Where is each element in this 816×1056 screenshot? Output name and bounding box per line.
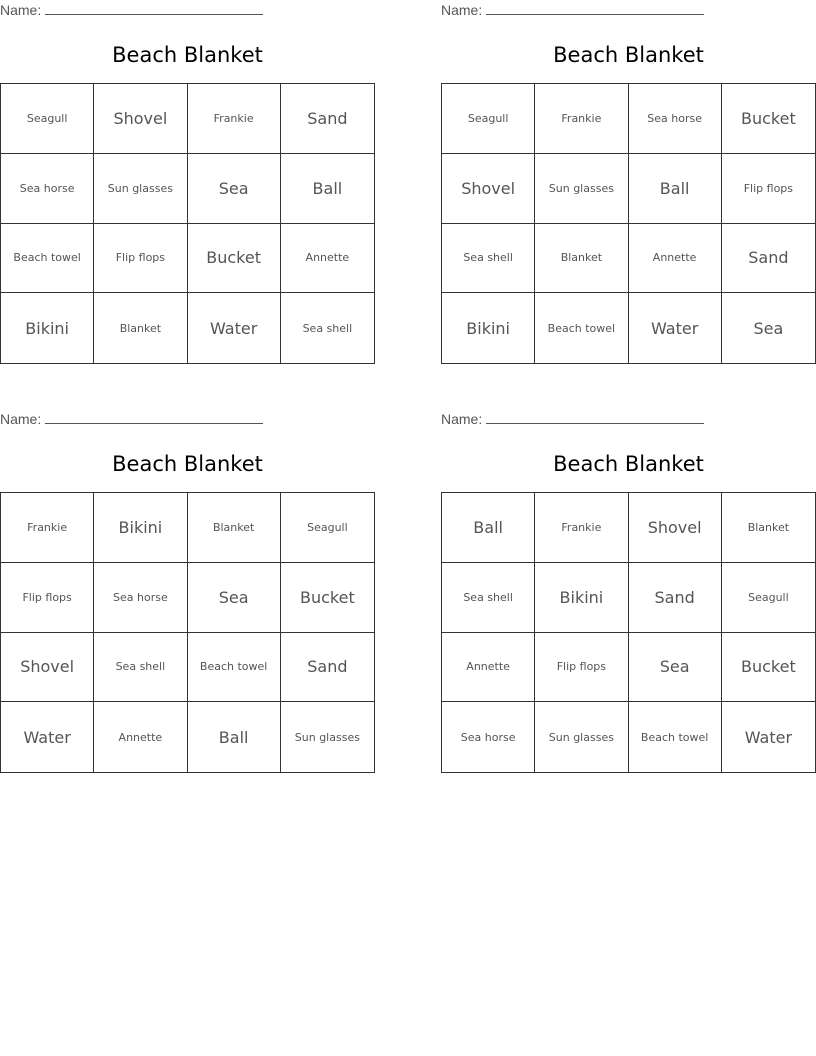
bingo-cell[interactable]: Beach towel — [535, 293, 628, 363]
bingo-cell[interactable]: Blanket — [94, 293, 187, 363]
bingo-cell[interactable]: Sand — [281, 633, 374, 703]
bingo-cell[interactable]: Sea shell — [302, 321, 353, 335]
bingo-cell[interactable]: Frankie — [1, 493, 94, 563]
card-title: Beach Blanket — [553, 452, 704, 476]
bingo-cell[interactable]: Bikini — [442, 293, 535, 363]
bingo-card-1 — [0, 0, 375, 365]
bingo-cell[interactable]: Frankie — [188, 84, 281, 154]
name-field[interactable] — [0, 411, 263, 427]
bingo-cell[interactable]: Annette — [94, 702, 187, 772]
bingo-cell[interactable]: Annette — [281, 224, 374, 294]
bingo-cell[interactable]: Sun glasses — [535, 154, 628, 224]
bingo-cell[interactable]: Flip flops — [535, 633, 628, 703]
bingo-cell[interactable]: Sea — [188, 563, 281, 633]
name-label: Name: — [441, 411, 483, 427]
bingo-grid — [441, 492, 816, 773]
bingo-cell[interactable]: Sea horse — [1, 154, 94, 224]
bingo-cell[interactable]: Bucket — [722, 633, 815, 703]
card-title: Beach Blanket — [112, 43, 263, 67]
bingo-cell[interactable]: Sea shell — [442, 224, 535, 294]
bingo-cell[interactable]: Frankie — [535, 493, 628, 563]
bingo-cell[interactable]: Seagull — [442, 84, 535, 154]
name-label: Name: — [0, 2, 42, 18]
bingo-cell[interactable]: Flip flops — [722, 154, 815, 224]
bingo-cell[interactable]: Bucket — [188, 224, 281, 294]
name-blank-line[interactable] — [45, 2, 263, 15]
bingo-cell[interactable]: Sun glasses — [535, 702, 628, 772]
bingo-cell[interactable]: Bikini — [1, 293, 94, 363]
bingo-card-4 — [441, 409, 816, 774]
bingo-cell[interactable]: Blanket — [535, 224, 628, 294]
name-blank-line[interactable] — [45, 411, 263, 424]
bingo-cell[interactable]: Sea shell — [94, 633, 187, 703]
bingo-grid — [0, 492, 375, 773]
bingo-cell[interactable]: Beach towel — [188, 633, 281, 703]
bingo-cell[interactable]: Annette — [442, 633, 535, 703]
bingo-cell[interactable]: Flip flops — [1, 563, 94, 633]
bingo-grid — [0, 83, 375, 364]
bingo-cell[interactable]: Shovel — [94, 84, 187, 154]
bingo-cell[interactable]: Sea horse — [94, 563, 187, 633]
bingo-cell[interactable]: Sand — [281, 84, 374, 154]
bingo-cell[interactable]: Flip flops — [94, 224, 187, 294]
bingo-cell[interactable]: Beach towel — [1, 224, 94, 294]
bingo-cell[interactable]: Sun glasses — [94, 154, 187, 224]
name-field[interactable] — [0, 2, 263, 18]
bingo-cell[interactable]: Blanket — [722, 493, 815, 563]
bingo-cell[interactable]: Sand — [722, 224, 815, 294]
name-blank-line[interactable] — [486, 411, 704, 424]
bingo-card-3 — [0, 409, 375, 774]
bingo-cell[interactable]: Ball — [281, 154, 374, 224]
bingo-cell[interactable]: Beach towel — [629, 702, 722, 772]
bingo-cell[interactable]: Bucket — [722, 84, 815, 154]
bingo-cell[interactable]: Seagull — [281, 493, 374, 563]
bingo-cell[interactable]: Bikini — [94, 493, 187, 563]
bingo-grid — [441, 83, 816, 364]
bingo-cell[interactable]: Sand — [629, 563, 722, 633]
name-blank-line[interactable] — [486, 2, 704, 15]
bingo-cell[interactable]: Ball — [442, 493, 535, 563]
bingo-cell[interactable]: Sea horse — [629, 84, 722, 154]
bingo-cell[interactable]: Sea — [188, 154, 281, 224]
bingo-cell[interactable]: Shovel — [1, 633, 94, 703]
bingo-cell[interactable]: Water — [629, 293, 722, 363]
bingo-cell[interactable]: Frankie — [535, 84, 628, 154]
bingo-cell[interactable]: Blanket — [188, 493, 281, 563]
bingo-cell[interactable]: Ball — [629, 154, 722, 224]
bingo-cell[interactable]: Shovel — [442, 154, 535, 224]
bingo-cell[interactable]: Bucket — [281, 563, 374, 633]
bingo-cell[interactable]: Sea shell — [442, 563, 535, 633]
bingo-cell[interactable]: Sea — [629, 633, 722, 703]
bingo-cell[interactable]: Water — [1, 702, 94, 772]
name-label: Name: — [0, 411, 42, 427]
bingo-cell[interactable]: Ball — [188, 702, 281, 772]
name-field[interactable] — [441, 2, 704, 18]
bingo-cell[interactable]: Seagull — [722, 563, 815, 633]
bingo-cell[interactable]: Seagull — [1, 84, 94, 154]
bingo-cell[interactable]: Sun glasses — [294, 730, 360, 744]
name-label: Name: — [441, 2, 483, 18]
bingo-card-2 — [441, 0, 816, 365]
bingo-cell[interactable]: Water — [744, 727, 793, 747]
bingo-cell[interactable]: Annette — [629, 224, 722, 294]
bingo-cell[interactable]: Shovel — [629, 493, 722, 563]
bingo-cell[interactable]: Bikini — [535, 563, 628, 633]
bingo-cell[interactable]: Sea horse — [442, 702, 535, 772]
bingo-cell[interactable]: Sea — [753, 318, 784, 338]
card-title: Beach Blanket — [112, 452, 263, 476]
bingo-cell[interactable]: Water — [188, 293, 281, 363]
name-field[interactable] — [441, 411, 704, 427]
card-title: Beach Blanket — [553, 43, 704, 67]
